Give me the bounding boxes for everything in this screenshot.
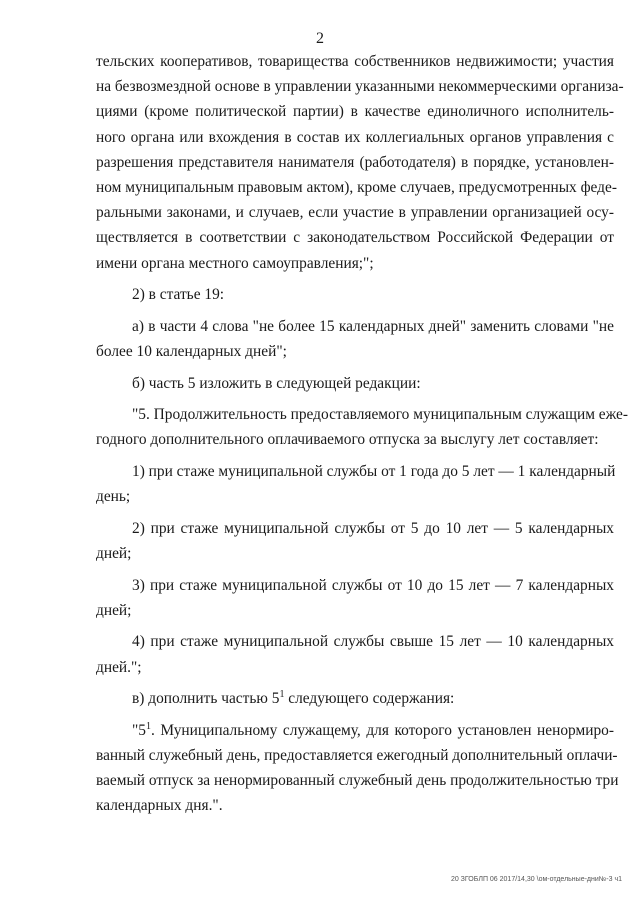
paragraph-list-item-2: [96, 516, 614, 566]
paragraph-list-item-3: [96, 573, 614, 623]
text-line: более 10 календарных дней";: [96, 343, 287, 361]
text-line: день;: [96, 488, 131, 506]
text-fragment: в) дополнить частью 5: [132, 690, 280, 708]
paragraph-subitem-v: [96, 686, 614, 711]
text-line: а) в части 4 слова "не более 15 календарных дней" заменить словами "не: [132, 317, 614, 335]
text-line: [96, 718, 614, 743]
text-line: тельских кооперативов, товарищества собственников недвижимости; участия: [96, 53, 614, 70]
paragraph-continuation: [96, 49, 624, 276]
text-line: ного органа или вхождения в состав их коллегиальных органов управления с: [96, 128, 614, 146]
text-line: ном муниципальным правовым актом), кроме случаев, предусмотренных феде-: [96, 179, 617, 197]
text-line: ванный служебный день, предоставляется ежегодный дополнительный оплачи-: [96, 746, 618, 764]
paragraph-part-5: [96, 402, 629, 452]
text-line: ральными законами, и случаев, если участие в управлении организацией осу-: [96, 204, 614, 222]
paragraph-subitem-b: [96, 371, 614, 396]
text-line: 3) при стаже муниципальной службы от 10 до 15 лет — 7 календарных: [132, 576, 614, 594]
text-fragment: "5: [132, 721, 146, 739]
text-line: ществляется в соответствии с законодательством Российской Федерации от: [96, 229, 614, 247]
text-line: дней;: [96, 601, 132, 619]
text-line: 2) при стаже муниципальной службы от 5 до 10 лет — 5 календарных: [132, 519, 614, 537]
text-line: б) часть 5 изложить в следующей редакции:: [132, 374, 421, 392]
text-line: дней.";: [96, 658, 142, 676]
superscript: 1: [279, 689, 285, 701]
page-number: 2: [316, 30, 324, 47]
text-line: разрешения представителя нанимателя (работодателя) в порядке, установлен-: [96, 153, 614, 171]
text-fragment: . Муниципальному служащему, для которого установлен ненормиро-: [150, 721, 614, 739]
paragraph-subitem-a: [96, 314, 614, 364]
document-footer-code: 20 ЗГОБЛП 06 2017/14,30 \ом-отдельные-дни№-3 ч1: [450, 876, 622, 883]
text-line: календарных дня.".: [96, 797, 223, 815]
superscript: 1: [145, 720, 151, 732]
text-line: циями (кроме политической партии) в качестве единоличного исполнитель-: [96, 103, 614, 121]
text-line: "5. Продолжительность предоставляемого муниципальным служащим еже-: [132, 406, 629, 424]
text-line: 2) в статье 19:: [132, 286, 225, 304]
text-line: на безвозмездной основе в управлении указанными некоммерческими организа-: [96, 78, 624, 96]
document-body: [96, 49, 629, 825]
paragraph-list-item-4: [96, 629, 614, 679]
paragraph-part-5-1: [96, 718, 619, 819]
paragraph-list-item-1: [96, 459, 614, 509]
text-line: дней;: [96, 545, 132, 562]
text-line: годного дополнительного оплачиваемого отпуска за выслугу лет составляет:: [96, 431, 599, 449]
text-fragment: следующего содержания:: [284, 690, 455, 708]
text-line: 1) при стаже муниципальной службы от 1 года до 5 лет — 1 календарный: [132, 463, 616, 480]
text-line: ваемый отпуск за ненормированный служебный день продолжительностью три: [96, 772, 619, 790]
paragraph-item-2: [96, 282, 614, 307]
text-line: [96, 686, 614, 711]
text-line: имени органа местного самоуправления;";: [96, 254, 374, 272]
text-line: 4) при стаже муниципальной службы свыше 15 лет — 10 календарных: [132, 633, 614, 651]
